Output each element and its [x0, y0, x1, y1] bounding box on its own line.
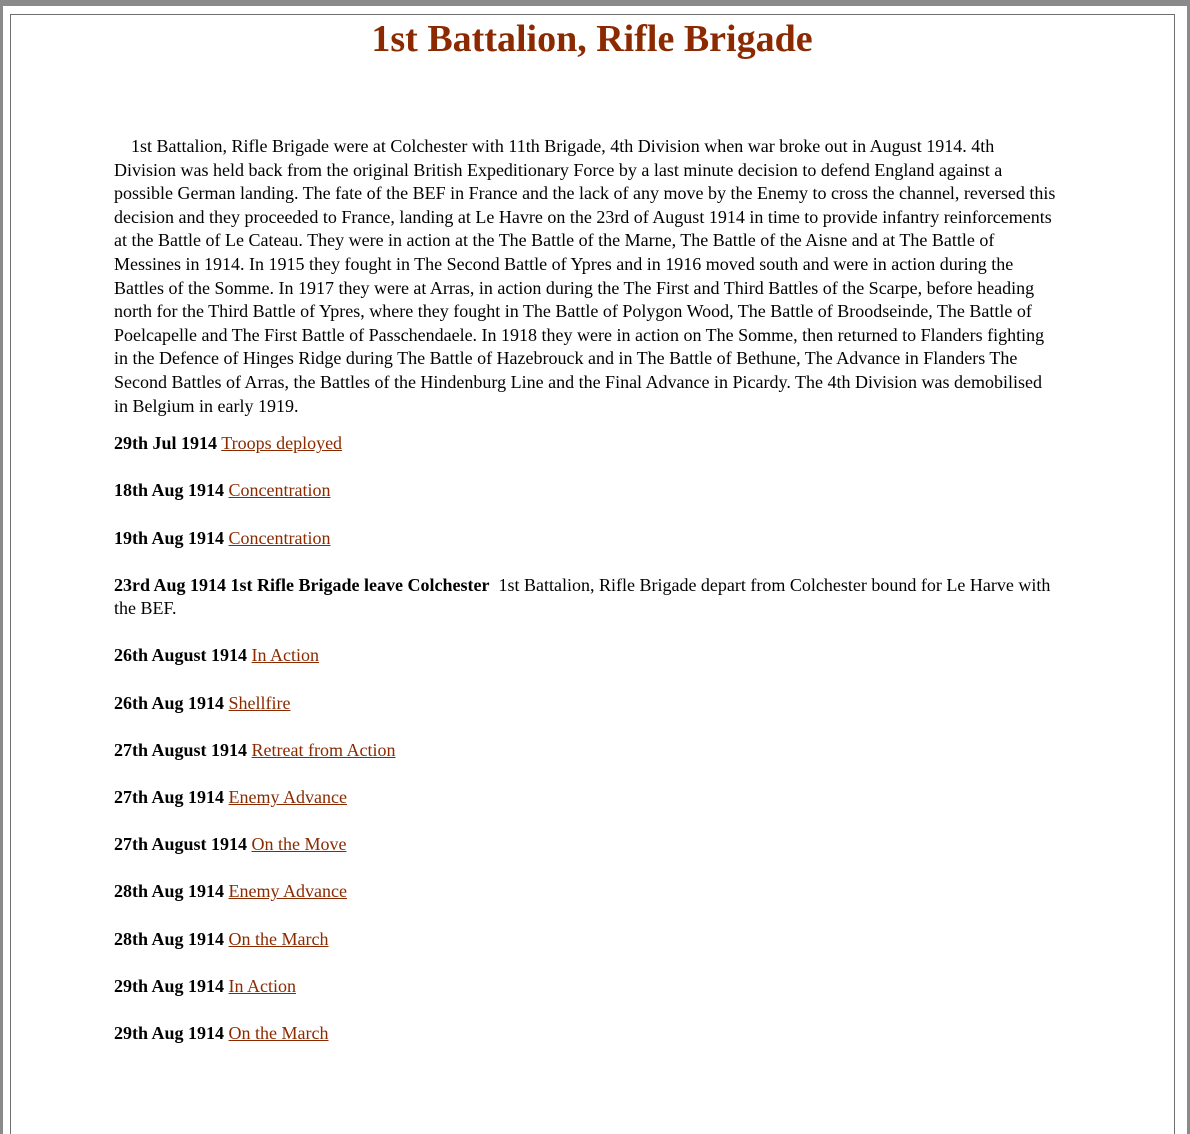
entry-date: 19th Aug 1914 [114, 527, 225, 548]
entry-date: 29th Aug 1914 [114, 975, 225, 996]
entry-link[interactable]: On the Move [251, 834, 347, 855]
diary-entry [114, 527, 1056, 551]
frame-inner-right-line [1174, 14, 1175, 1134]
diary-entry [114, 739, 1056, 763]
intro-paragraph: 1st Battalion, Rifle Brigade were at Colchester with 11th Brigade, 4th Division when war broke out in August 1914. 4th Division was held back from the original British Expeditionary Force by a last minute decision to defend England against a possible German landing. The fate of the BEF in France and the lack of any move by the Enemy to cross the channel, reversed this decision and they proceeded to France, landing at Le Havre on the 23rd of August 1914 in time to provide infantry reinforcements at the Battle of Le Cateau. They were in action at the The Battle of the Marne, The Battle of the Aisne and at The Battle of Messines in 1914. In 1915 they fought in The Second Battle of Ypres and in 1916 moved south and were in action during the Battles of the Somme. In 1917 they were at Arras, in action during the The First and Third Battles of the Scarpe, before heading north for the Third Battle of Ypres, where they fought in The Battle of Polygon Wood, The Battle of Broodseinde, The Battle of Poelcapelle and The First Battle of Passchendaele. In 1918 they were in action on The Somme, then returned to Flanders fighting in the Defence of Hinges Ridge during The Battle of Hazebrouck and in The Battle of Bethune, The Advance in Flanders The Second Battles of Arras, the Battles of the Hindenburg Line and the Final Advance in Picardy. The 4th Division was demobilised in Belgium in early 1919. [114, 136, 1056, 416]
entry-link[interactable]: Concentration [228, 480, 331, 501]
entry-link[interactable]: Retreat from Action [251, 739, 396, 760]
entry-link[interactable]: Concentration [228, 527, 331, 548]
entry-date: 27th August 1914 [114, 739, 248, 760]
entry-link[interactable]: Enemy Advance [228, 787, 347, 808]
entry-link[interactable]: In Action [251, 645, 320, 666]
page-title: 1st Battalion, Rifle Brigade [371, 18, 813, 60]
entry-date: 28th Aug 1914 [114, 881, 225, 902]
frame-inner-left-line [10, 14, 11, 1134]
diary-entry-with-text [114, 574, 1056, 621]
entry-link[interactable]: In Action [228, 975, 297, 996]
diary-entry [114, 833, 1056, 857]
entry-date: 28th Aug 1914 [114, 928, 225, 949]
entry-link[interactable]: Shellfire [228, 692, 291, 713]
entry-date: 23rd Aug 1914 [114, 574, 227, 595]
entry-link[interactable]: Troops deployed [221, 433, 343, 454]
diary-entry [114, 1022, 1056, 1046]
entry-headline: 1st Rifle Brigade leave Colchester [230, 574, 490, 595]
diary-entry [114, 880, 1056, 904]
main-content [114, 135, 1056, 1069]
entry-date: 26th August 1914 [114, 645, 248, 666]
diary-entry [114, 692, 1056, 716]
entry-link[interactable]: On the March [228, 1022, 329, 1043]
entry-link[interactable]: On the March [228, 928, 329, 949]
diary-entry [114, 928, 1056, 952]
page-body [8, 9, 1176, 63]
entry-date: 18th Aug 1914 [114, 480, 225, 501]
entry-text: 1st Battalion, Rifle Brigade depart from Colchester bound for Le Harve with the BEF. [114, 574, 1051, 619]
entry-date: 29th Jul 1914 [114, 433, 218, 454]
diary-entry [114, 786, 1056, 810]
diary-entry [114, 975, 1056, 999]
diary-entry [114, 479, 1056, 503]
entry-date: 26th Aug 1914 [114, 692, 225, 713]
diary-entry [114, 432, 1056, 456]
entry-date: 29th Aug 1914 [114, 1022, 225, 1043]
entry-link[interactable]: Enemy Advance [228, 881, 347, 902]
entry-date: 27th August 1914 [114, 834, 248, 855]
diary-entry [114, 644, 1056, 668]
entry-date: 27th Aug 1914 [114, 787, 225, 808]
